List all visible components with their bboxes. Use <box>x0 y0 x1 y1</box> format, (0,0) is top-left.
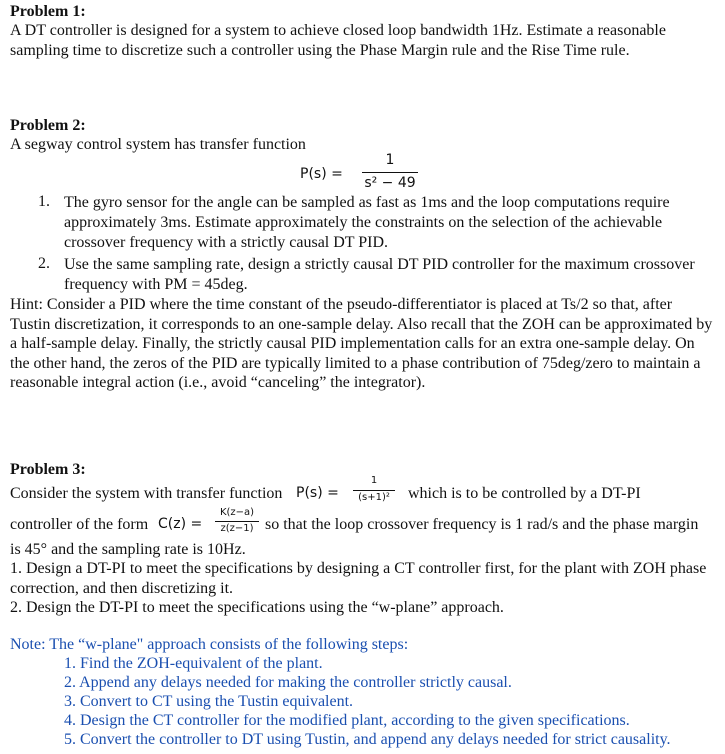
problem3-line2-post: so that the loop crossover frequency is 1 rad/s and the phase margin <box>265 516 699 533</box>
problem3-tf-lhs: P(s) = <box>296 485 339 501</box>
problem3-ctrl-numerator: K(z−a) <box>219 507 255 518</box>
problem1-title: Problem 1: <box>10 3 86 20</box>
problem2-item-2-text: Use the same sampling rate, design a strictly causal DT PID controller for the maximum crossover frequency with PM = 45deg. <box>64 256 695 293</box>
problem2-item-2-number: 2. <box>38 255 50 272</box>
note-step-1: 1. Find the ZOH-equivalent of the plant. <box>64 655 323 672</box>
problem1-text: A DT controller is designed for a system to achieve closed loop bandwidth 1Hz. Estimate a reasonable sampling time to discretize such a controller using the Phase Margin rule and the Rise Time rule. <box>10 22 666 59</box>
problem3-ctrl-fraction-bar <box>215 521 259 522</box>
problem3-tf-denominator: (s+1)² <box>358 492 390 503</box>
problem3-item-1: 1. Design a DT-PI to meet the specifications by designing a CT controller first, for the plant with ZOH phase correction, and then discretizing it. <box>10 560 707 597</box>
problem2-item-1 <box>38 193 714 253</box>
problem2-tf-numerator: 1 <box>385 152 395 168</box>
problem3-line3: is 45° and the sampling rate is 10Hz. <box>10 541 246 558</box>
problem3-line1-post: which is to be controlled by a DT-PI <box>408 485 641 502</box>
problem3-tf-fraction-bar <box>353 490 395 491</box>
note-step-5: 5. Convert the controller to DT using Tustin, and append any delays needed for strict causality. <box>64 731 671 748</box>
note-header: Note: The “w-plane" approach consists of the following steps: <box>10 636 409 653</box>
problem2-title: Problem 2: <box>10 117 86 134</box>
problem2-item-1-number: 1. <box>38 193 50 210</box>
problem3-line1-pre: Consider the system with transfer function <box>10 485 283 502</box>
problem3-tf-numerator: 1 <box>370 475 378 486</box>
note-step-2: 2. Append any delays needed for making the controller strictly causal. <box>64 674 512 691</box>
problem2-item-2 <box>38 255 714 295</box>
problem3-line2-pre: controller of the form <box>10 516 149 533</box>
problem3-item-2: 2. Design the DT-PI to meet the specifications using the “w-plane” approach. <box>10 599 504 616</box>
problem2-tf-lhs: P(s) = <box>300 166 343 182</box>
problem2-tf-fraction-bar <box>362 172 418 173</box>
problem3-ctrl-lhs: C(z) = <box>158 516 203 532</box>
note-step-3: 3. Convert to CT using the Tustin equivalent. <box>64 693 354 710</box>
problem2-hint: Hint: Consider a PID where the time constant of the pseudo-differentiator is placed at Ts/2 so that, after Tustin discretization, it corresponds to an one-sample delay. Also recall that the ZOH can be approximated by a half-sample delay. Finally, the strictly causal PID implementation calls for an extra one-sample delay. On the other hand, the zeros of the PID are typically limited to a phase contribution of 75deg/zero to maintain a reasonable integral action (i.e., avoid “canceling” the integrator). <box>10 296 713 392</box>
problem3-title: Problem 3: <box>10 461 86 478</box>
problem2-item-1-text: The gyro sensor for the angle can be sampled as fast as 1ms and the loop computations require approximately 3ms. Estimate approximately the constraints on the selection of the achievable crossover frequency with a strictly causal DT PID. <box>64 194 670 251</box>
note-step-4: 4. Design the CT controller for the modified plant, according to the given specifications. <box>64 712 630 729</box>
problem2-intro: A segway control system has transfer function <box>10 136 306 153</box>
problem3-ctrl-denominator: z(z−1) <box>220 523 254 534</box>
problem2-tf-denominator: s² − 49 <box>364 175 416 191</box>
